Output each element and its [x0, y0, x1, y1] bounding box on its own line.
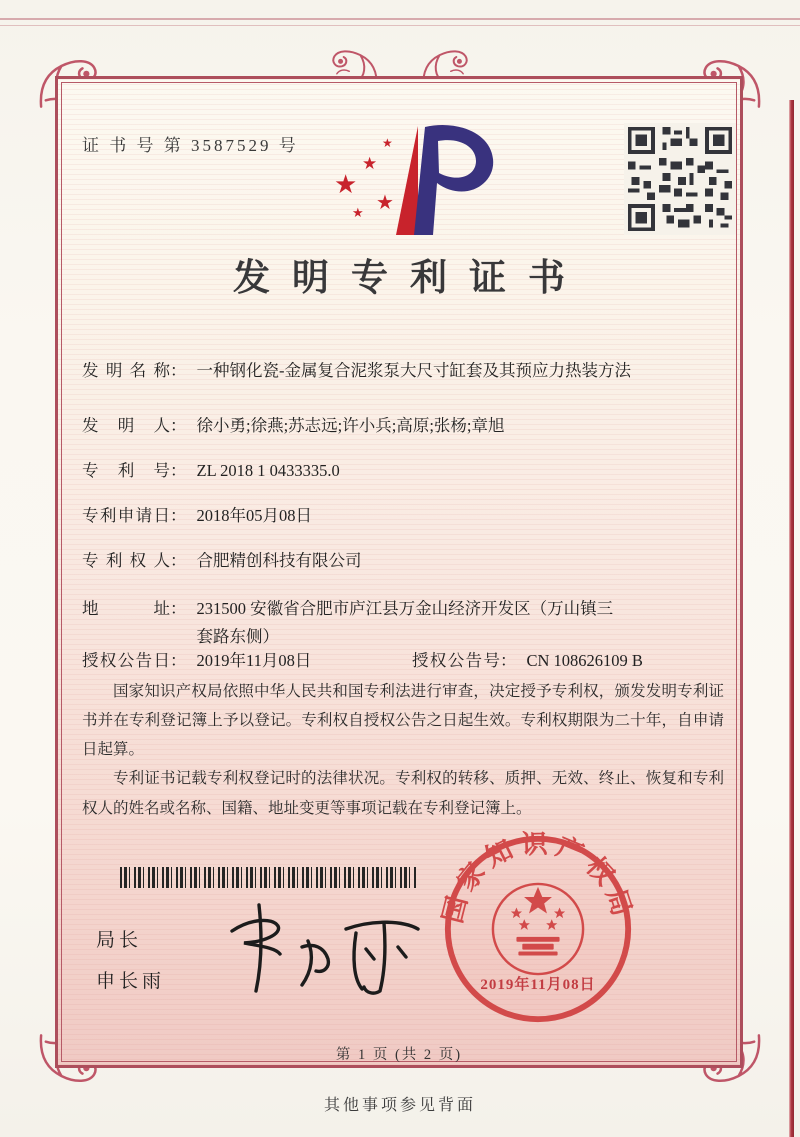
logo-star-icon: ★	[334, 170, 358, 199]
qr-code-icon	[624, 123, 736, 235]
back-note: 其他事项参见背面	[323, 1097, 476, 1114]
certificate-title: 发明专利证书	[233, 258, 587, 299]
field-label: 授权公告号	[412, 651, 500, 670]
legal-paragraph: 国家知识产权局依照中华人民共和国专利法进行审查，决定授予专利权，颁发发明专利证书并在专利登记簿上予以登记。专利权自授权公告之日起生效。专利权期限为二十年，自申请日起算。	[82, 683, 724, 759]
field-value: 2018年05月08日	[196, 506, 312, 525]
field-label: 发明人	[82, 416, 170, 435]
field-colon: ：	[170, 506, 187, 525]
field-colon: ：	[170, 599, 187, 618]
legal-paragraph: 专利证书记载专利权登记时的法律状况。专利权的转移、质押、无效、终止、恢复和专利权人的姓名或名称、国籍、地址变更等事项记载在专利登记簿上。	[82, 770, 724, 817]
field-grant-row	[82, 647, 712, 675]
field-colon: ：	[170, 361, 187, 380]
photo-top-edge	[0, 18, 800, 26]
field-grant-number	[412, 647, 643, 675]
field-label: 授权公告日	[82, 651, 170, 670]
field-value: 231500 安徽省合肥市庐江县万金山经济开发区（万山镇三套路东侧）	[196, 599, 614, 647]
field-label: 专利权人	[82, 551, 170, 570]
seal-text: 国家知识产权局	[440, 831, 636, 927]
official-seal	[440, 831, 636, 1027]
officer-name: 申长雨	[96, 971, 166, 992]
officer-block	[96, 925, 165, 1007]
certificate-number: 证 书 号 第 3587529 号	[82, 136, 299, 155]
field-colon: ：	[500, 651, 517, 670]
legal-text	[82, 677, 724, 823]
field-label: 地址	[82, 599, 170, 618]
field-colon: ：	[170, 651, 187, 670]
field-value: 一种钢化瓷-金属复合泥浆泵大尺寸缸套及其预应力热装方法	[196, 361, 631, 380]
field-invention-name	[82, 357, 712, 385]
page-number: 第 1 页 (共 2 页)	[335, 1047, 463, 1063]
officer-title: 局长	[96, 930, 143, 951]
director-signature	[216, 891, 431, 999]
field-value: 徐小勇;徐燕;苏志远;许小兵;高原;张杨;章旭	[196, 416, 505, 435]
logo-star-icon: ★	[376, 192, 394, 214]
seal-date: 2019年11月08日	[480, 977, 596, 993]
field-colon: ：	[170, 551, 187, 570]
field-inventors	[82, 412, 712, 440]
logo-star-icon: ★	[382, 136, 393, 150]
field-value: ZL 2018 1 0433335.0	[196, 461, 340, 480]
field-patent-number	[82, 457, 712, 485]
logo-star-icon: ★	[362, 154, 378, 173]
field-filing-date	[82, 502, 712, 530]
field-label: 专利申请日	[82, 506, 170, 525]
field-patentee	[82, 547, 712, 575]
field-colon: ：	[170, 461, 187, 480]
field-value: 2019年11月08日	[196, 651, 312, 670]
field-value: 合肥精创科技有限公司	[196, 551, 362, 570]
logo-star-icon: ★	[352, 205, 364, 220]
field-address	[82, 595, 712, 651]
field-value: CN 108626109 B	[526, 651, 643, 670]
field-label: 发明名称	[82, 361, 170, 380]
book-spine-edge	[789, 100, 794, 1137]
cnipa-logo-icon	[326, 121, 516, 241]
field-label: 专利号	[82, 461, 170, 480]
field-colon: ：	[170, 416, 187, 435]
barcode	[120, 867, 418, 888]
certificate-frame	[55, 76, 743, 1068]
seal-icon	[440, 831, 636, 1027]
